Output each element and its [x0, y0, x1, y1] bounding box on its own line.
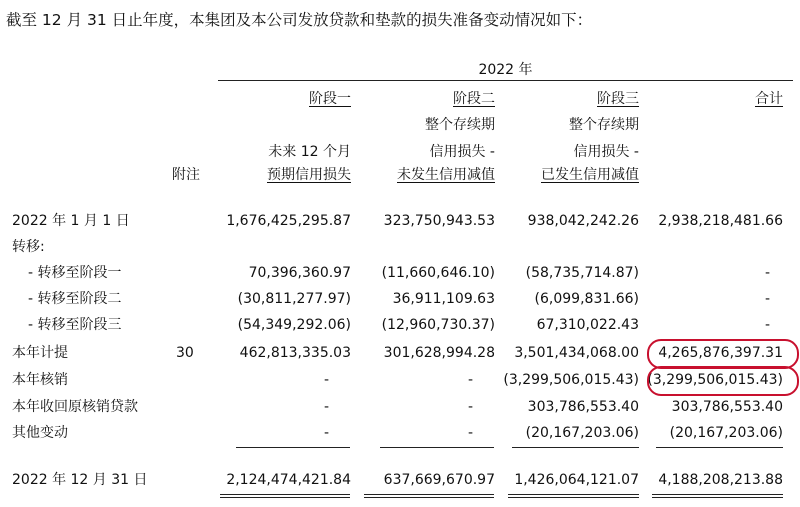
row-label: 本年收回原核销贷款: [12, 399, 138, 415]
row-stage2-value: 36,911,109.63: [392, 291, 495, 307]
row-note: 30: [176, 345, 194, 361]
row-stage1-value: 462,813,335.03: [239, 345, 351, 361]
row-label: - 转移至阶段三: [28, 317, 122, 333]
stage3-header: 阶段三: [597, 91, 639, 107]
row-stage3-value: (3,299,506,015.43): [503, 372, 639, 388]
row-total-value: (3,299,506,015.43): [647, 372, 783, 388]
stage2-sub2: 信用损失 -: [429, 144, 495, 160]
row-label: 本年核销: [12, 372, 68, 388]
row-stage1-value: 1,676,425,295.87: [226, 213, 351, 229]
stage2-sub1: 整个存续期: [425, 117, 495, 133]
total-double-rule-1a: [220, 494, 350, 495]
row-stage1-value: 2,124,474,421.84: [226, 472, 351, 488]
row-stage1-value: 70,396,360.97: [248, 265, 351, 281]
row-stage3-value: (6,099,831.66): [534, 291, 639, 307]
intro-text: 截至 12 月 31 日止年度，本集团及本公司发放贷款和垫款的损失准备变动情况如下：: [6, 11, 593, 29]
row-stage1-value: (54,349,292.06): [237, 317, 351, 333]
total-double-rule-2a: [364, 494, 494, 495]
total-double-rule-4b: [652, 497, 783, 498]
row-stage2-value: (11,660,646.10): [381, 265, 495, 281]
row-stage1-value: -: [323, 372, 329, 388]
total-double-rule-1b: [220, 497, 350, 498]
row-total-value: -: [764, 291, 770, 307]
row-stage1-value: -: [323, 425, 329, 441]
row-stage3-value: 1,426,064,121.07: [514, 472, 639, 488]
stage3-sub2: 信用损失 -: [573, 144, 639, 160]
row-label: - 转移至阶段一: [28, 265, 122, 281]
highlight-oval-writeoff: [647, 366, 799, 396]
row-total-value: (20,167,203.06): [669, 425, 783, 441]
row-label: 其他变动: [12, 425, 68, 441]
row-label: 2022 年 12 月 31 日: [12, 472, 148, 488]
row-stage3-value: 3,501,434,068.00: [514, 345, 639, 361]
subtotal-rule-stage2: [380, 447, 494, 448]
year-rule: [218, 80, 793, 81]
total-header: 合计: [755, 91, 783, 107]
row-stage2-value: (12,960,730.37): [381, 317, 495, 333]
row-stage3-value: 67,310,022.43: [536, 317, 639, 333]
row-stage1-value: -: [323, 399, 329, 415]
row-label: 本年计提: [12, 345, 68, 361]
highlight-oval-provision: [647, 339, 799, 369]
subtotal-rule-total: [656, 447, 783, 448]
stage2-header: 阶段二: [453, 91, 495, 107]
row-label: - 转移至阶段二: [28, 291, 122, 307]
total-double-rule-3b: [508, 497, 639, 498]
subtotal-rule-stage1: [236, 447, 350, 448]
stage1-sub1: 未来 12 个月: [268, 144, 351, 160]
row-stage3-value: (58,735,714.87): [525, 265, 639, 281]
row-stage2-value: -: [467, 425, 473, 441]
row-total-value: 4,265,876,397.31: [658, 345, 783, 361]
row-stage3-value: 303,786,553.40: [527, 399, 639, 415]
row-stage1-value: (30,811,277.97): [237, 291, 351, 307]
row-total-value: -: [764, 317, 770, 333]
row-stage2-value: -: [467, 399, 473, 415]
stage3-sub3: 已发生信用减值: [541, 167, 639, 183]
row-stage2-value: 323,750,943.53: [383, 213, 495, 229]
stage2-sub3: 未发生信用减值: [397, 167, 495, 183]
row-stage3-value: (20,167,203.06): [525, 425, 639, 441]
row-stage2-value: 637,669,670.97: [383, 472, 495, 488]
subtotal-rule-stage3: [512, 447, 639, 448]
row-label: 2022 年 1 月 1 日: [12, 213, 130, 229]
row-total-value: 303,786,553.40: [671, 399, 783, 415]
stage3-sub1: 整个存续期: [569, 117, 639, 133]
total-double-rule-3a: [508, 494, 639, 495]
row-stage2-value: 301,628,994.28: [383, 345, 495, 361]
total-double-rule-2b: [364, 497, 494, 498]
row-total-value: 2,938,218,481.66: [658, 213, 783, 229]
row-stage3-value: 938,042,242.26: [527, 213, 639, 229]
row-label: 转移:: [12, 239, 45, 255]
stage1-sub2: 预期信用损失: [267, 167, 351, 183]
row-total-value: 4,188,208,213.88: [658, 472, 783, 488]
stage1-header: 阶段一: [309, 91, 351, 107]
year-header: 2022 年: [478, 62, 533, 78]
note-header: 附注: [172, 167, 200, 183]
row-total-value: -: [764, 265, 770, 281]
total-double-rule-4a: [652, 494, 783, 495]
row-stage2-value: -: [467, 372, 473, 388]
